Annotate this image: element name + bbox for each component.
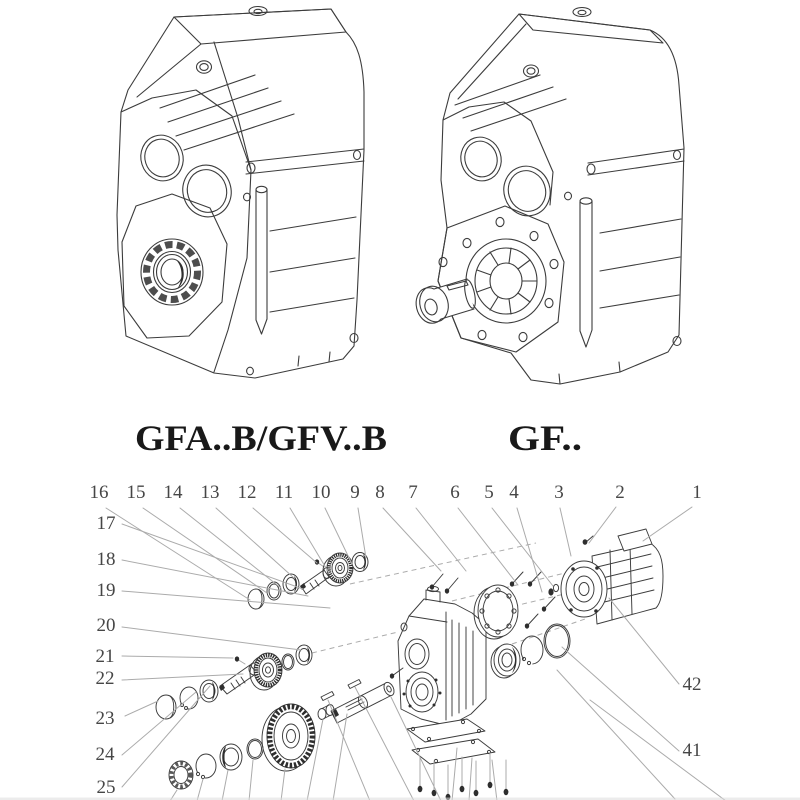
gearbox-drawing-gf	[416, 8, 684, 385]
part-output-gear	[262, 704, 315, 771]
callout-9: 9	[350, 482, 360, 503]
motor-flange	[561, 561, 607, 617]
part-shaft-keys	[321, 680, 361, 701]
part-input-end-cap	[248, 589, 264, 609]
callout-2: 2	[615, 482, 625, 503]
callout-14: 14	[163, 482, 183, 503]
part-input-gear	[323, 553, 353, 586]
callout-16: 16	[89, 482, 109, 503]
exploded-parts-diagram	[90, 482, 727, 800]
callout-11: 11	[274, 482, 294, 503]
part-motor-bearing	[491, 644, 520, 678]
part-key-pin	[548, 588, 553, 595]
callout-5: 5	[484, 482, 494, 503]
callout-21: 21	[95, 646, 115, 667]
part-snap-ring	[521, 636, 543, 665]
callout-18: 18	[96, 549, 116, 570]
part-mid-bearing	[200, 680, 218, 702]
part-mid-spacer-ring	[282, 654, 294, 670]
callout-12: 12	[237, 482, 257, 503]
callout-13: 13	[200, 482, 220, 503]
callout-1: 1	[692, 482, 702, 503]
callout-15: 15	[126, 482, 146, 503]
callout-3: 3	[554, 482, 564, 503]
figure-label-gf: GF..	[508, 418, 582, 458]
part-mid-bearing-2	[296, 645, 312, 665]
part-mid-gear	[250, 653, 282, 690]
callout-22: 22	[95, 668, 115, 689]
callout-17: 17	[96, 513, 116, 534]
part-input-bearing	[283, 574, 299, 594]
part-input-seal	[267, 582, 281, 600]
callout-24: 24	[95, 744, 115, 765]
part-output-snap-ring	[196, 754, 216, 779]
callout-8: 8	[375, 482, 385, 503]
callout-7: 7	[408, 482, 418, 503]
figure-label-gfab: GFA..B/GFV..B	[135, 418, 387, 458]
part-output-shaft	[331, 681, 396, 723]
callout-20: 20	[96, 615, 116, 636]
part-set-bolt-mid	[235, 656, 245, 664]
callout-numbers	[90, 482, 702, 798]
part-output-seal	[220, 744, 242, 770]
part-mid-pinion-shaft	[219, 663, 259, 694]
part-motor	[561, 529, 663, 624]
callout-42: 42	[682, 674, 702, 695]
callout-6: 6	[450, 482, 460, 503]
part-output-ball-bearing	[169, 761, 193, 789]
part-output-washer	[247, 739, 263, 759]
housing-silhouette	[117, 9, 364, 378]
callout-41: 41	[682, 740, 702, 761]
part-gear-housing	[398, 586, 486, 726]
callout-10: 10	[311, 482, 331, 503]
callout-19: 19	[96, 580, 116, 601]
housing-silhouette	[438, 14, 684, 384]
gearbox-drawing-gfab	[117, 7, 364, 379]
part-mid-end-cap	[156, 695, 176, 719]
callout-23: 23	[95, 708, 115, 729]
callout-4: 4	[509, 482, 519, 503]
callout-25: 25	[96, 777, 116, 798]
